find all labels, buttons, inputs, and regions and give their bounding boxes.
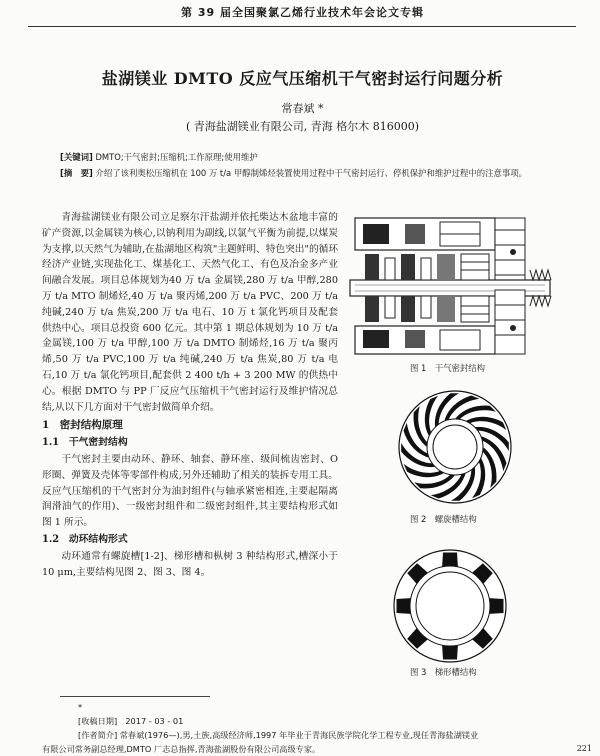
abstract-text: 介绍了该利奥松压缩机在 100 万 t/a 甲醇制烯烃装置使用过程中干气密封运行、停机保护和维护过程中的注意事项。	[95, 168, 527, 178]
section-heading-1: 1 密封结构原理	[42, 419, 123, 432]
section-heading-1-2: 1.2 动环结构形式	[42, 533, 128, 545]
paragraph-ring-types: 动环通常有螺旋槽[1-2]、梯形槽和枞树 3 种结构形式,槽深小于 10 μm,主要结构见图 2、图 3、图 4。	[42, 550, 338, 578]
figure-1-seal-drawing	[345, 210, 565, 360]
paragraph-structure: 干气密封主要由动环、静环、轴套、静环座、级间梳齿密封、O 形圈、弹簧及壳体等零部件构成,另外还辅助了相关的装拆专用工具。反应气压缩机的干气密封分为油封组件(与轴承紧密相连,主要起隔离润滑油气的作用)、一级密封组件和二级密封组件,其主要结构形式如图 1 所示。	[42, 453, 338, 529]
page-number: 221	[576, 744, 592, 753]
trapezoid-groove	[442, 553, 458, 567]
section-heading-1-1: 1.1 干气密封结构	[42, 437, 128, 449]
author-name: 常春斌 *	[281, 102, 324, 115]
paragraph-intro: 青海盐湖镁业有限公司立足察尔汗盐湖并依托柴达木盆地丰富的矿产资源,以金属镁为核心,以钠利用为副线,以氯气平衡为前提,以煤炭为支撑,以天然气为辅助,在盐湖地区构筑"主题鲜明、特色突出"的循环经济产业链,实现盐化工、煤基化工、天然气化工、有色及冶金多产业间融合发展。项目总体规划为40 万 t/a 金属镁,280 万 t/a 甲醇,280 万 t/a MTO 制烯烃,40 万 t/a 聚丙烯,200 万 t/a PVC、200 万 t/a 纯碱,240 万 t/a 焦炭,200 万 t/a 电石、10 万 t 氯化钙项目及配套供热中心。项目总投资 600 亿元。其中第 1 期总体规划为 10 万 t/a 金属镁,100 万 t/a 甲醇,100 万 t/a DMTO 制烯烃,16 万 t/a 聚丙烯,50 万 t/a PVC,100 万 t/a 纯碱,240 万 t/a 焦炭,80 万 t/a 电石,10 万 t/a 氯化钙项目,配套供 2 400 t/h + 3 200 MW 的供热中心。根据 DMTO 与 PP 厂反应气压缩机干气密封运行及维护情况总结,从以下几方面对干气密封做简单介绍。	[42, 212, 339, 413]
figure-3-trapezoid-groove-drawing	[375, 548, 525, 666]
affiliation: ( 青海盐湖镁业有限公司, 青海 格尔木 816000)	[185, 120, 420, 133]
abstract	[60, 166, 540, 181]
figure-1-caption: 图 1 干气密封结构	[410, 363, 485, 373]
keywords	[60, 150, 540, 165]
trapezoid-groove	[442, 645, 458, 659]
body-text-column	[42, 210, 338, 580]
footnote-received: [收稿日期] 2017 - 03 - 01	[78, 716, 184, 726]
footnotes	[42, 700, 587, 756]
footnote-author-info-cont: 有限公司常务副总经理,DMTO 厂志总指挥,青海盐湖股份有限公司高级专家。	[42, 744, 321, 754]
footnote-rule	[60, 696, 210, 697]
footnote-author-info: [作者简介] 常春斌(1976—),男,土族,高级经济师,1997 年毕业于青海民族学院化学工程专业,现任青海盐湖镁业	[78, 730, 479, 740]
running-header: 第 39 届全国聚氯乙烯行业技术年会论文专辑	[181, 6, 424, 19]
figure-3-caption: 图 3 梯形槽结构	[410, 667, 477, 677]
footnote-star: *	[78, 702, 83, 712]
trapezoid-groove	[489, 598, 503, 614]
spiral-grooves	[401, 393, 509, 501]
keywords-label: [关键词]	[60, 152, 93, 162]
figure-2-caption: 图 2 螺旋槽结构	[410, 514, 477, 524]
keywords-text: DMTO;干气密封;压缩机;工作原理;使用维护	[95, 152, 258, 162]
figure-2-spiral-groove-drawing	[380, 385, 530, 510]
header-rule	[28, 26, 576, 27]
abstract-label: [摘 要]	[60, 168, 93, 178]
trapezoid-groove	[397, 598, 411, 614]
paper-title: 盐湖镁业 DMTO 反应气压缩机干气密封运行问题分析	[101, 69, 504, 88]
